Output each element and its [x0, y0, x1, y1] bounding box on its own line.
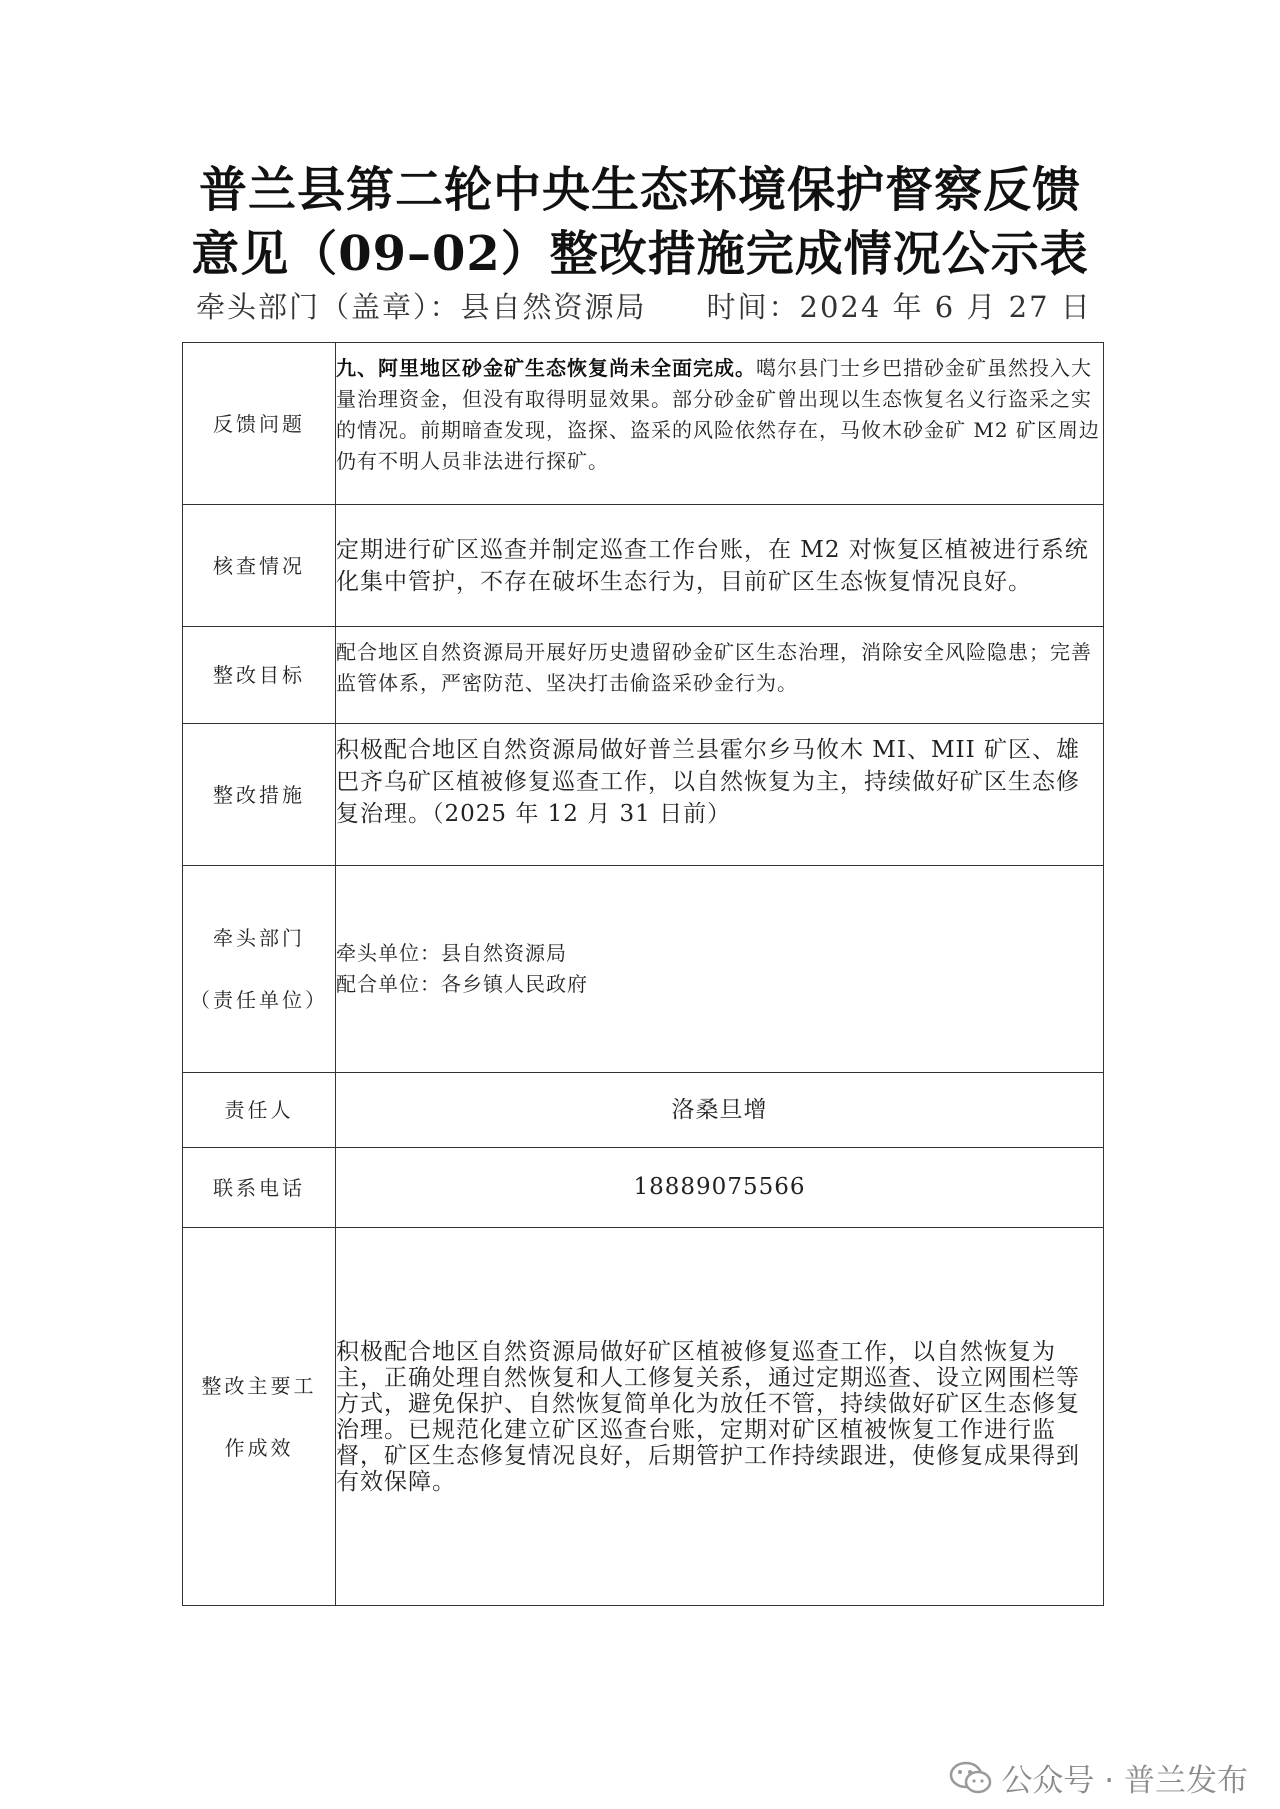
wechat-icon — [949, 1760, 993, 1796]
watermark-text: 公众号 · 普兰发布 — [1001, 1763, 1248, 1799]
table-row — [183, 866, 1104, 1073]
person-value: 洛桑旦增 — [336, 1073, 1104, 1148]
header-line — [196, 287, 1092, 327]
feedback-text: 噶尔县门士乡巴措砂金矿虽然投入大量治理资金，但没有取得明显效果。部分砂金矿曾出现以生态恢复名义行盗采之实的情况。前期暗查发现，盗探、盗采的风险依然存在，马攸木砂金矿 M2 矿区周边仍有不明人员非法进行探矿。 — [336, 356, 1100, 473]
lead-unit: 牵头单位：县自然资源局 — [336, 941, 567, 965]
result-content: 积极配合地区自然资源局做好矿区植被修复巡查工作，以自然恢复为主，正确处理自然恢复和人工修复关系，通过定期巡查、设立网围栏等方式，避免保护、自然恢复简单化为放任不管，持续做好矿区生态修复治理。已规范化建立矿区巡查台账，定期对矿区植被恢复工作进行监督，矿区生态修复情况良好，后期管护工作持续跟进，使修复成果得到有效保障。 — [336, 1228, 1104, 1606]
table-row — [183, 1148, 1104, 1228]
lead-department: 牵头部门（盖章）：县自然资源局 — [196, 290, 647, 324]
goal-label: 整改目标 — [183, 627, 336, 724]
feedback-label: 反馈问题 — [183, 343, 336, 505]
feedback-content — [336, 343, 1104, 505]
title-line-2: 意见（09–02）整改措施完成情况公示表 — [191, 226, 1089, 282]
table-row — [183, 1228, 1104, 1606]
date: 时间：2024 年 6 月 27 日 — [706, 290, 1092, 324]
table-row — [183, 724, 1104, 866]
result-label-line-2: 作成效 — [224, 1435, 294, 1460]
measure-content: 积极配合地区自然资源局做好普兰县霍尔乡马攸木 MI、MII 矿区、雄巴齐乌矿区植被修复巡查工作，以自然恢复为主，持续做好矿区生态修复治理。（2025 年 12 月 31 日前） — [336, 724, 1104, 866]
wechat-watermark — [949, 1755, 1248, 1800]
goal-content: 配合地区自然资源局开展好历史遗留砂金矿区生态治理，消除安全风险隐患；完善监管体系，严密防范、坚决打击偷盗采砂金行为。 — [336, 627, 1104, 724]
check-label: 核查情况 — [183, 505, 336, 627]
lead-label-line-2: （责任单位） — [190, 988, 328, 1012]
lead-label-line-1: 牵头部门 — [213, 926, 305, 950]
table-row — [183, 627, 1104, 724]
person-label: 责任人 — [183, 1073, 336, 1148]
table-row — [183, 343, 1104, 505]
phone-value: 18889075566 — [336, 1148, 1104, 1228]
table-row — [183, 505, 1104, 627]
coop-unit: 配合单位：各乡镇人民政府 — [336, 972, 588, 996]
check-content: 定期进行矿区巡查并制定巡查工作台账，在 M2 对恢复区植被进行系统化集中管护，不存在破坏生态行为，目前矿区生态恢复情况良好。 — [336, 505, 1104, 627]
measure-label: 整改措施 — [183, 724, 336, 866]
rectification-table — [182, 342, 1104, 1606]
document-title — [0, 158, 1280, 286]
feedback-heading: 九、阿里地区砂金矿生态恢复尚未全面完成。 — [336, 356, 756, 380]
table-row — [183, 1073, 1104, 1148]
lead-content — [336, 866, 1104, 1073]
result-label — [183, 1228, 336, 1606]
title-line-1: 普兰县第二轮中央生态环境保护督察反馈 — [198, 162, 1081, 218]
lead-label — [183, 866, 336, 1073]
phone-label: 联系电话 — [183, 1148, 336, 1228]
result-label-line-1: 整改主要工 — [201, 1373, 317, 1398]
